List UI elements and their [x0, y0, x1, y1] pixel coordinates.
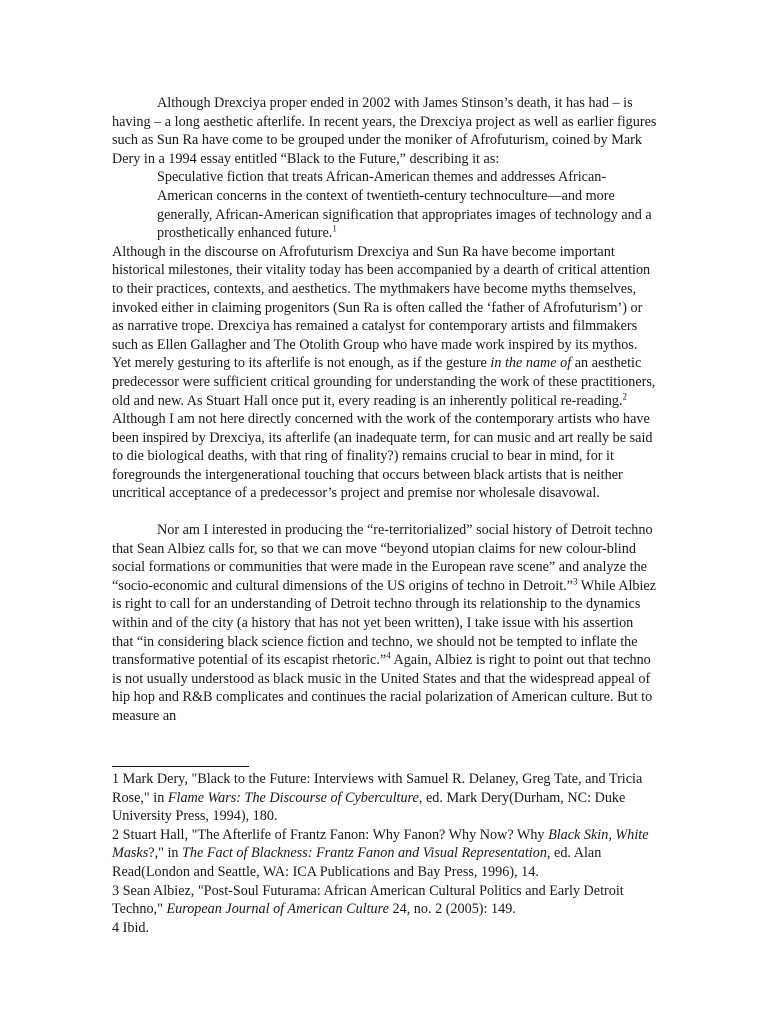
paragraph-afterlife-text-c: Although I am not here directly concerned with the work of the contemporary artists who have been inspired by Drexciya, its afterlife (an inadequate term, for can music and art really be said to die biological deaths, with that ring of finality?) remains crucial to bear in mind, for it foregrounds the intergenerational touching that occurs between black artists that is neither uncritical acceptance of a predecessor’s project and premise nor wholesale disavowal.	[112, 411, 653, 502]
footnote-3-title: European Journal of American Culture	[166, 901, 389, 918]
block-quote-text: Speculative fiction that treats African-American themes and addresses African-American concerns in the context of twentieth-century technoculture—and more generally, African-American signification that appropriates images of technology and a prosthetically enhanced future.	[157, 169, 652, 242]
footnotes	[112, 770, 657, 937]
footnote-1-title: Flame Wars: The Discourse of Cyberculture	[167, 789, 419, 806]
paragraph-intro-text: Although Drexciya proper ended in 2002 with James Stinson’s death, it has had – is having – a long aesthetic afterlife. In recent years, the Drexciya project as well as earlier figures such as Sun Ra have come to be grouped under the moniker of Afrofuturism, coined by Mark Dery in a 1994 essay entitled “Black to the Future,” describing it as:	[112, 95, 657, 167]
block-quote	[157, 168, 657, 242]
footnote-1-text-b: , ed. Mark Dery(Durham, NC: Duke University Press, 1994), 180.	[112, 789, 626, 825]
footnote-2-text-a: 2 Stuart Hall, "The Afterlife of Frantz Fanon: Why Fanon? Why Now? Why	[112, 826, 549, 843]
footnote-3-text-a: 3 Sean Albiez, "Post-Soul Futurama: African American Cultural Politics and Early Detroit Techno,"	[112, 882, 624, 918]
footnote-separator	[112, 766, 249, 767]
paragraph-albiez	[112, 521, 657, 726]
footnote-1	[112, 770, 657, 826]
footnote-ref-4[interactable]: 4	[386, 650, 391, 661]
paragraph-albiez-text-c: Again, Albiez is right to point out that techno is not usually understood as black music in the United States and that the widespread appeal of hip hop and R&B complicates and continues the racial polarization of American culture. But to measure an	[112, 652, 653, 724]
footnote-4-text: 4 Ibid.	[112, 919, 150, 936]
footnote-4	[112, 919, 657, 938]
footnote-2-title-1: Black Skin, White Masks	[112, 826, 649, 862]
footnote-2-text-b: ?," in	[148, 845, 183, 862]
footnote-ref-1[interactable]: 1	[332, 223, 337, 234]
emphasis-in-the-name-of: in the name of	[490, 355, 572, 372]
footnote-2-title-2: The Fact of Blackness: Frantz Fanon and Visual Representation	[182, 845, 547, 862]
footnote-2	[112, 826, 657, 882]
footnote-2-text-c: , ed. Alan Read(London and Seattle, WA: ICA Publications and Bay Press, 1996), 14.	[112, 845, 602, 880]
paragraph-gap	[112, 503, 657, 521]
footnote-ref-2[interactable]: 2	[622, 390, 627, 401]
paragraph-albiez-text-a: Nor am I interested in producing the “re-territorialized” social history of Detroit techno that Sean Albiez calls for, so that we can move “beyond utopian claims for new colour-blind social formations or communities that were made in the European rave scene” and analyze the “socio-economic and cultural dimensions of the US origins of techno in Detroit.”	[112, 522, 653, 594]
paragraph-afterlife-text-b: an aesthetic predecessor were sufficient critical grounding for understanding the work of these practitioners, old and new. As Stuart Hall once put it, every reading is an inherently political re-reading.	[112, 355, 656, 409]
footnote-ref-3[interactable]: 3	[572, 576, 578, 587]
footnote-1-text-a: 1 Mark Dery, "Black to the Future: Interviews with Samuel R. Delaney, Greg Tate, and Tricia Rose," in	[112, 771, 643, 806]
paragraph-intro	[112, 94, 657, 168]
paragraph-albiez-text-b: While Albiez is right to call for an understanding of Detroit techno through its relationship to the dynamics within and of the city (a history that has not yet been written), I take issue with his assertion that “in considering black science fiction and techno, we should not be tempted to inflate the transformative potential of its escapist rhetoric.”	[112, 577, 657, 669]
footnote-3-text-b: 24, no. 2 (2005): 149.	[388, 901, 516, 918]
footnote-3	[112, 882, 657, 919]
body-text	[112, 94, 657, 726]
paragraph-afterlife-text-a: Although in the discourse on Afrofuturism Drexciya and Sun Ra have become important historical milestones, their vitality today has been accompanied by a dearth of critical attention to their practices, contexts, and aesthetics. The mythmakers have become myths themselves, invoked either in claiming progenitors (Sun Ra is often called the ‘father of Afrofuturism’) or as narrative trope. Drexciya has remained a catalyst for contemporary artists and filmmakers such as Ellen Gallagher and The Otolith Group who have made work inspired by its mythos. Yet merely gesturing to its afterlife is not enough, as if the gesture	[112, 243, 651, 372]
paragraph-afterlife	[112, 243, 657, 503]
